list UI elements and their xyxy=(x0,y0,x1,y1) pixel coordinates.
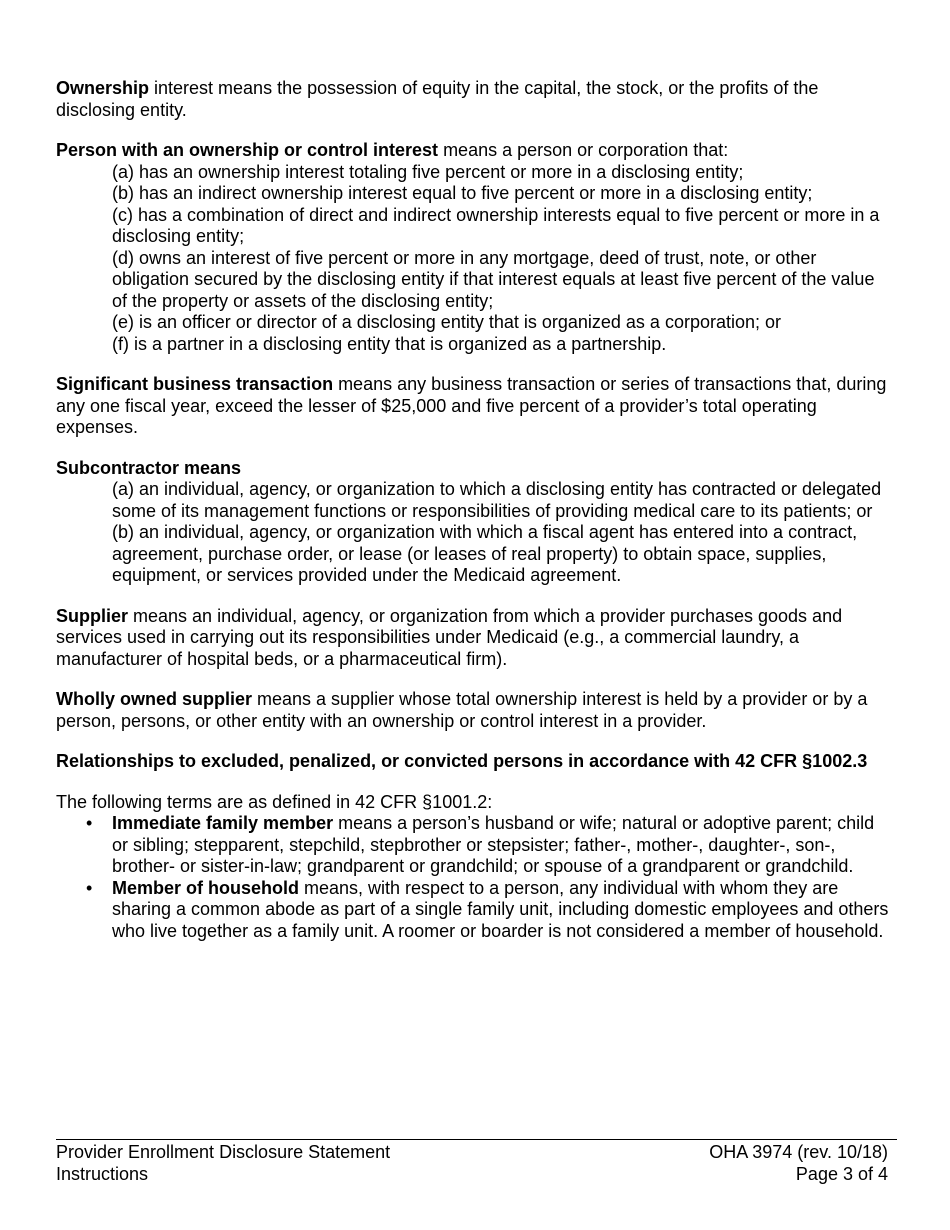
sub-item: (d) owns an interest of five percent or more in any mortgage, deed of trust, note, or other obligation secured by the disclosing entity if that interest equals at least five percent of the value of the property or assets of the disclosing entity; xyxy=(112,247,875,311)
term-person-with-interest: Person with an ownership or control interest xyxy=(56,140,439,160)
definition-supplier xyxy=(56,606,892,671)
definition-text: means a supplier whose total ownership interest is held by a provider or by a person, persons, or other entity with an ownership or control interest in a provider. xyxy=(56,689,868,731)
footer-right xyxy=(709,1142,888,1185)
bullet-list xyxy=(56,813,892,942)
sub-item: (b) an individual, agency, or organization with which a fiscal agent has entered into a contract, agreement, purchase order, or lease (or leases of real property) to obtain space, supplies, equipment, or services provided under the Medicaid agreement. xyxy=(112,522,858,585)
footer-divider xyxy=(56,1139,897,1140)
sub-item: (f) is a partner in a disclosing entity that is organized as a partnership. xyxy=(112,333,667,354)
list-item xyxy=(56,813,892,878)
sub-item: (e) is an officer or director of a disclosing entity that is organized as a corporation; or xyxy=(112,312,781,332)
footer-title: Provider Enrollment Disclosure Statement xyxy=(56,1142,391,1162)
definition-text: interest means the possession of equity in the capital, the stock, or the profits of the disclosing entity. xyxy=(56,78,819,120)
sub-item-list xyxy=(56,162,892,356)
term-immediate-family-member: Immediate family member xyxy=(112,813,334,833)
page-number: Page 3 of 4 xyxy=(795,1163,888,1184)
sub-item: (a) has an ownership interest totaling five percent or more in a disclosing entity; xyxy=(112,161,744,182)
term-supplier: Supplier xyxy=(56,605,129,626)
definition-text: means, with respect to a person, any individual with whom they are sharing a common abode as part of a single family unit, including domestic employees and others who live together as a family unit. A roomer or boarder is not considered a member of household. xyxy=(112,877,889,941)
document-body xyxy=(56,78,892,942)
definition-text: means an individual, agency, or organization from which a provider purchases goods and services used in carrying out its responsibilities under Medicaid (e.g., a commercial laundry, a manufacturer of hospital beds, or a pharmaceutical firm). xyxy=(56,605,843,669)
definition-subcontractor xyxy=(56,458,892,587)
term-ownership: Ownership xyxy=(56,78,150,98)
list-item xyxy=(56,878,892,943)
relationships-section xyxy=(56,792,892,943)
section-intro: The following terms are as defined in 42 CFR §1001.2: xyxy=(56,791,493,812)
relationships-section-heading xyxy=(56,751,892,773)
sub-item: (c) has a combination of direct and indirect ownership interests equal to five percent or more in a disclosing entity; xyxy=(112,204,880,246)
definition-person-with-interest xyxy=(56,140,892,355)
bullet-icon: • xyxy=(86,813,93,833)
section-heading: Relationships to excluded, penalized, or convicted persons in accordance with 42 CFR §1002.3 xyxy=(56,751,868,771)
footer-left xyxy=(56,1142,390,1185)
definition-wholly-owned-supplier xyxy=(56,689,892,732)
definition-text: means a person or corporation that: xyxy=(438,140,729,160)
definition-text: means a person’s husband or wife; natural or adoptive parent; child or sibling; stepparent, stepchild, stepbrother or stepsister; father-, mother-, daughter-, son-, brother- or sister-in-law; grandparent or grandchild; or spouse of a grandparent or grandchild. xyxy=(112,813,875,876)
term-subcontractor: Subcontractor means xyxy=(56,457,242,478)
term-member-of-household: Member of household xyxy=(112,877,300,898)
definition-significant-business-transaction xyxy=(56,374,892,439)
definition-text: means any business transaction or series of transactions that, during any one fiscal year, exceed the lesser of $25,000 and five percent of a provider’s total operating expenses. xyxy=(56,374,887,437)
footer-subtitle: Instructions xyxy=(56,1163,149,1184)
term-wholly-owned-supplier: Wholly owned supplier xyxy=(56,689,253,709)
form-id: OHA 3974 (rev. 10/18) xyxy=(709,1142,888,1162)
term-significant-business-transaction: Significant business transaction xyxy=(56,374,334,394)
definition-ownership xyxy=(56,78,892,121)
sub-item: (a) an individual, agency, or organization to which a disclosing entity has contracted or delegated some of its management functions or responsibilities of providing medical care to its patients; or xyxy=(112,479,882,521)
bullet-icon: • xyxy=(86,877,93,898)
sub-item: (b) has an indirect ownership interest equal to five percent or more in a disclosing entity; xyxy=(112,183,813,203)
sub-item-list xyxy=(56,479,892,587)
